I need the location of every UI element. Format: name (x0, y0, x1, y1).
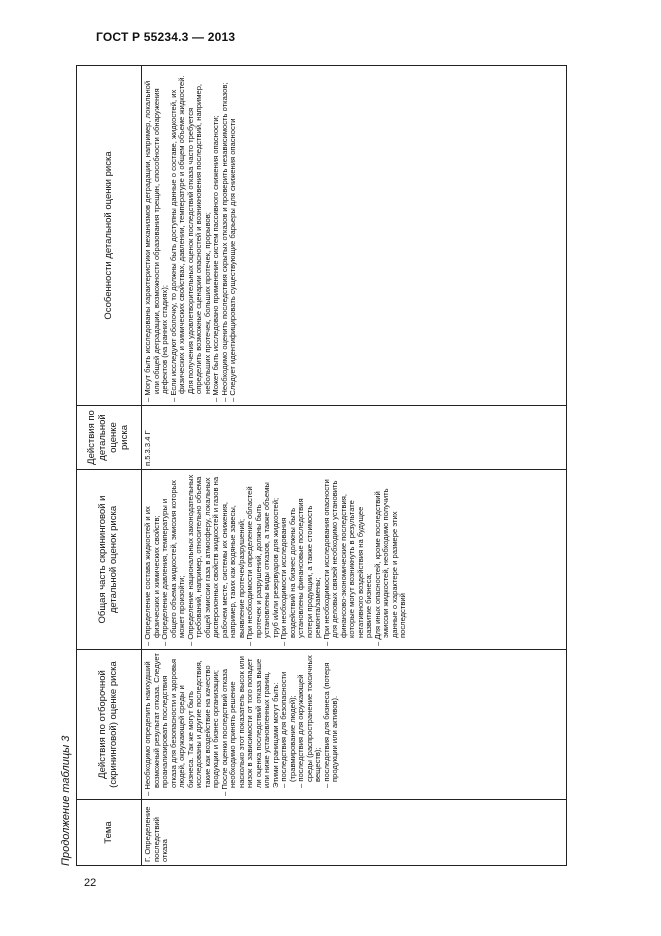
column-header-theme: Тема (77, 800, 142, 866)
details-item: – Может быть исследовано применение систем пассивного снижения опасности; (211, 115, 220, 402)
cell-screening (142, 650, 567, 800)
cell-common (142, 470, 567, 650)
cell-details (142, 66, 567, 406)
screening-item: – Необходимо определить наихудший возможный результат отказа. Следует проанализировать последствия отказа для безопасности и здоровья людей, окружающей среды и бизнеса. Так же могут быть исследованы и другие последствия, такие как воздействие на качество продукции и бизнес организации; (143, 653, 220, 796)
common-item: – Определение давления, температуры и общего объема жидкостей, эмиссия которых может произойти; (160, 480, 186, 646)
details-item: – Необходимо оценить последствия скрытых отказов и проверить независимость отказов; (219, 82, 229, 402)
details-item: – Могут быть исследованы характеристики механизмов деградации, например, локальной или общей деградации, возможности образования трещин, способности обнаружения дефектов (на ранних стадиях); (143, 80, 169, 402)
screening-item: – последствия для безопасности (травмирование людей); (279, 671, 297, 788)
table-header-row (77, 66, 142, 866)
table-caption: Продолжение таблицы 3 (60, 735, 72, 866)
rotated-content (60, 58, 592, 870)
common-item: – При необходимости исследования опасности для деловых связей необходимо установить финансово-экономические последствия, которые могут возникнуть в результате негативного воздействия на будущее развитие бизнеса; (321, 479, 373, 646)
document-header: ГОСТ Р 55234.3 — 2013 (96, 30, 236, 44)
screening-item: – последствия для окружающей среды (распространение токсичных веществ); (296, 655, 322, 788)
screening-item: Этими границами могут быть: (270, 682, 280, 788)
details-item: – Если исследуют оболочку, то должны быть доступны данные о составе, жидкостей, их физических и химических свойствах, давлении, температуре и общем объеме жидкостей. Для получения удовлетворительных оценок последствий отказа часто требуется определить возможные сценарии опасностей и возникновения последствий, например, небольших протечек, больших протечек, прорывов; (168, 75, 212, 402)
requirements-table (76, 65, 567, 866)
page-number: 22 (84, 877, 97, 889)
common-item: – Определение состава жидкостей и их физических и химических свойств; (143, 506, 161, 646)
column-header-details: Особенности детальной оценки риска (77, 66, 142, 406)
table-row (142, 66, 567, 866)
column-header-screening: Действия по отборочной (скрининговой) оценке риска (77, 650, 142, 800)
cell-actions: п.5.3.3.4 Г (142, 406, 567, 470)
column-header-common: Общая часть скрининговой и детальной оценок риска (77, 470, 142, 650)
common-item: – Для иных опасностей, кроме последствий эмиссии жидкостей, необходимо получить данные о характере и размере этих последствий (372, 488, 407, 646)
rotated-table-area (60, 58, 592, 870)
common-item: – Определение национальных законодательных требований, например, относительно объема общей эмиссии газа в атмосферу, локальных дисперсионных свойств жидкостей и газов на рабочем месте, системы их снижения, например, таких как водяные завесы, выявление протечек/разрушений; (185, 474, 246, 646)
column-header-actions: Действия по детальной оценке риска (77, 406, 142, 470)
common-item: – При необходимости исследования воздействий на бизнес должны быть установлены финансовые последствия потери продукции, а также стоимость ремонта/замены; (279, 498, 322, 646)
screening-item: – последствия для бизнеса (потеря продукции или активов). (321, 662, 339, 788)
details-item: – Следует идентифицировать существующие барьеры для снижения опасности (228, 118, 237, 402)
common-item: – При необходимости определение областей протечек и разрушений, должны быть установлены виды отказов, а также объемы труб и/или резервуаров для жидкостей; (245, 482, 280, 646)
screening-item: – После оценки последствий отказа необходимо принять решение насколько этот показатель высок или низок в зависимости от того попадет ли оценка последствий отказа выше или ниже установленных границ. (219, 656, 271, 796)
cell-theme: Г. Определение последствий отказа (142, 800, 567, 866)
